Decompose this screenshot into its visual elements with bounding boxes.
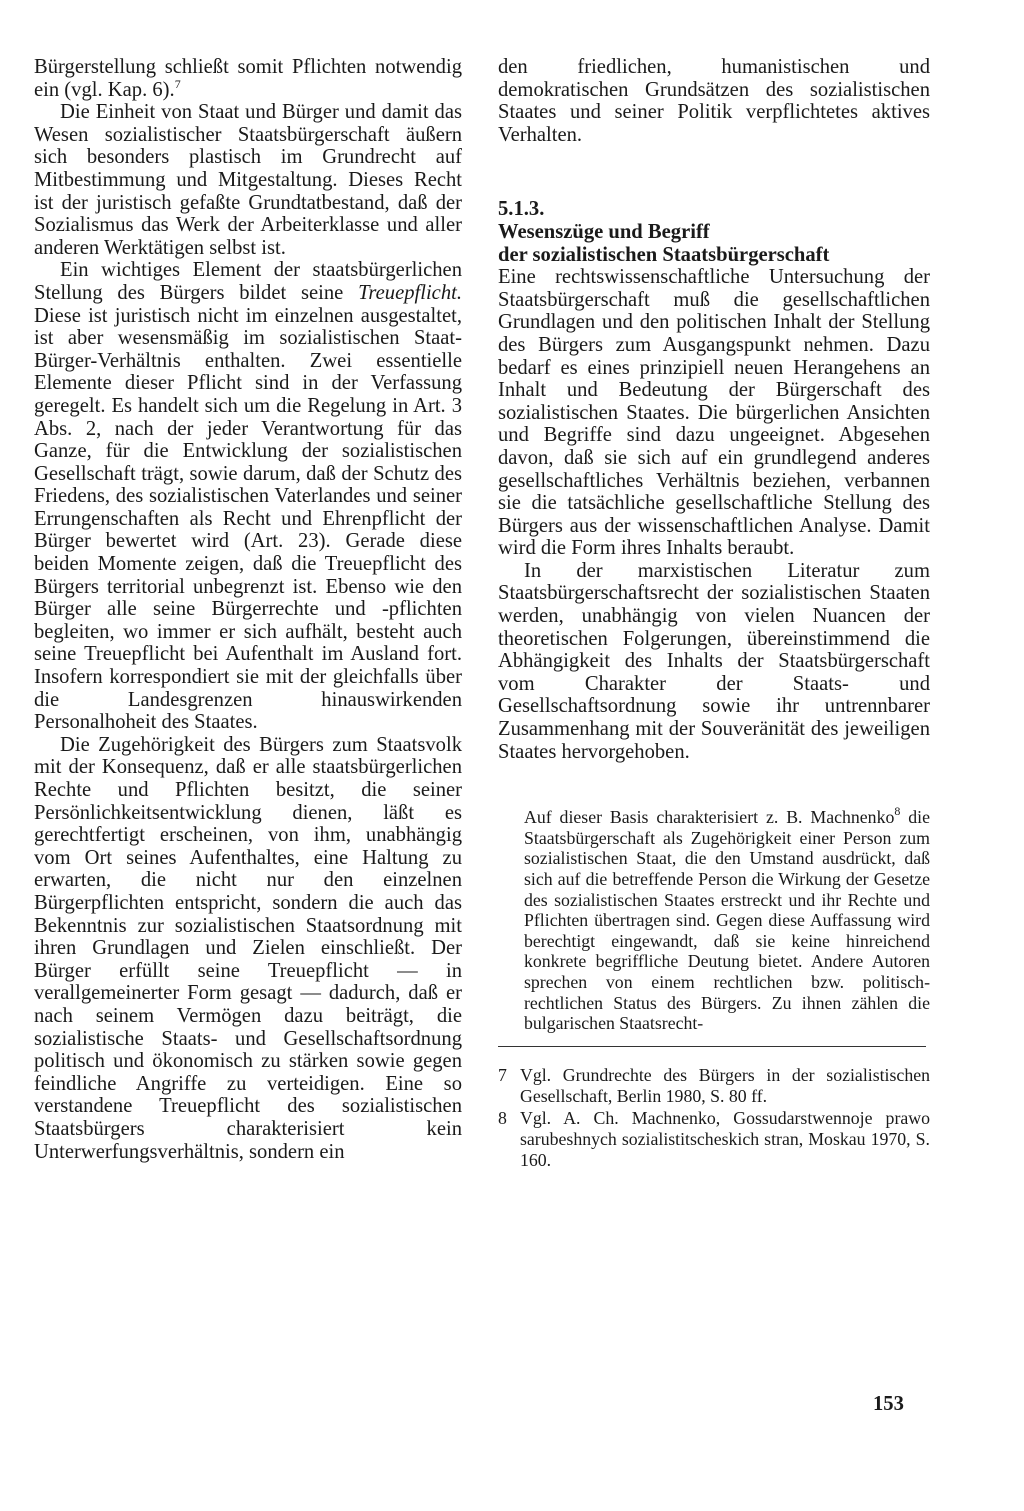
footnote-text: Vgl. A. Ch. Machnenko, Gossudarstwennoje prawo sarubeshnych sozialistitscheskich stran, Moskau 1970, S. 160. — [520, 1108, 930, 1170]
footnote-8 — [498, 1108, 930, 1170]
paragraph-continuation-right: den friedlichen, humanistischen und demokratischen Grundsätzen des sozialistischen Staates und seiner Politik verpflichtetes aktives Verhalten. — [498, 56, 930, 146]
footnotes — [498, 1065, 930, 1171]
emphasis-treuepflicht: Treuepflicht. — [358, 281, 462, 304]
right-column — [498, 56, 930, 1173]
section-heading — [498, 198, 930, 266]
section-title-line2: der sozialistischen Staatsbürgerschaft — [498, 243, 830, 266]
footnote-text: Vgl. Grundrechte des Bürgers in der sozialistischen Gesellschaft, Berlin 1980, S. 80 ff. — [520, 1064, 930, 1106]
footnote-ref-7: 7 — [174, 76, 181, 91]
footnote-7 — [498, 1065, 930, 1107]
indented-excerpt — [498, 804, 930, 1034]
paragraph-continuation: Bürgerstellung schließt somit Pflichten notwendig ein (vgl. Kap. 6).$^7$ — [34, 56, 462, 101]
section-number: 5.1.3. — [498, 198, 545, 221]
footnote-ref-8: 8 — [894, 804, 901, 819]
paragraph-untersuchung: Eine rechtswissenschaftliche Untersuchung der Staatsbürgerschaft muß die gesellschaftlichen Grundlagen und den politischen Inhalt der Stellung des Bürgers zum Ausgangspunkt nehmen. Dazu bedarf es eines prinzipiell neuen Herangehens an Inhalt und Bedeutung der Bürgerschaft des sozialistischen Staates. Die bürgerlichen Ansichten und Begriffe sind dazu ungeeignet. Abgesehen davon, daß sie sich auf ein grundlegend anderes gesellschaftliches Verhältnis beziehen, verbannen sie die tatsächliche gesellschaftliche Stellung des Bürgers aus der wissenschaftlichen Analyse. Damit wird die Form ihres Inhalts beraubt. — [498, 266, 930, 560]
left-column — [34, 56, 462, 1163]
page-number: 153 — [873, 1393, 904, 1415]
excerpt-text: Auf dieser Basis charakterisiert z. B. Machnenko$^8$ die Staatsbürgerschaft als Zugehörigkeit einer Person zum sozialistischen Staat, die den Umstand ausdrückt, daß sich auf die betreffende Person die Wirkung der Gesetze des sozialistischen Staates erstreckt und ihr Rechte und Pflichten übertragen sind. Gegen diese Auffassung wird berechtigt eingewandt, daß sie keine hinreichend konkrete begriffliche Deutung bietet. Andere Autoren sprechen von einem rechtlichen bzw. politisch-rechtlichen Status des Bürgers. Zu ihnen zählen die bulgarischen Staatsrecht- — [524, 804, 930, 1034]
section-title-line1: Wesenszüge und Begriff — [498, 220, 710, 243]
paragraph-marxistische-literatur: In der marxistischen Literatur zum Staatsbürgerschaftsrecht der sozialistischen Staaten werden, unabhängig von vielen Nuancen der theoretischen Folgerungen, übereinstimmend die Abhängigkeit des Inhalts der Staatsbürgerschaft vom Charakter der Staats- und Gesellschaftsordnung sowie ihr untrennbarer Zusammenhang mit der Souveränität des jeweiligen Staates hervorgehoben. — [498, 559, 930, 763]
footnote-number: 7 — [498, 1064, 507, 1085]
footnote-divider — [498, 1046, 926, 1047]
paragraph-zugehoerigkeit: Die Zugehörigkeit des Bürgers zum Staatsvolk mit der Konsequenz, daß er alle staatsbürgerlichen Rechte und Pflichten besitzt, die seiner Persönlichkeitsentwicklung dienen, läßt es gerechtfertigt erscheinen, von ihm, unabhängig vom Ort seines Aufenthaltes, eine Haltung zu erwarten, die nicht nur den einzelnen Bürgerpflichten entspricht, sondern die auch das Bekenntnis zur sozialistischen Staatsordnung mit ihren Grundlagen und Zielen einschließt. Der Bürger erfüllt seine Treuepflicht — in verallgemeinerter Form gesagt — dadurch, daß er nach seinem Vermögen dazu beiträgt, die sozialistische Staats- und Gesellschaftsordnung politisch und ökonomisch zu stärken sowie gegen feindliche Angriffe zu verteidigen. Eine so verstandene Treuepflicht des sozialistischen Staatsbürgers charakterisiert kein Unterwerfungsverhältnis, sondern ein — [34, 733, 462, 1163]
paragraph-mitbestimmung: Die Einheit von Staat und Bürger und damit das Wesen sozialistischer Staatsbürgerschaft äußern sich besonders plastisch im Grundrecht auf Mitbestimmung und Mitgestaltung. Dieses Recht ist der juristisch gefaßte Grundtatbestand, daß der Sozialismus das Werk der Arbeiterklasse und aller anderen Werktätigen selbst ist. — [34, 101, 462, 259]
paragraph-treuepflicht: Ein wichtiges Element der staatsbürgerlichen Stellung des Bürgers bildet seine Treuepflicht. Diese ist juristisch nicht im einzelnen ausgestaltet, ist aber wesensmäßig im sozialistischen Staat-Bürger-Verhältnis enthalten. Zwei essentielle Elemente dieser Pflicht sind in der Verfassung geregelt. Es handelt sich um die Regelung in Art. 3 Abs. 2, nach der jeder Verantwortung für das Ganze, für die Entwicklung der sozialistischen Gesellschaft trägt, sowie darum, daß der Schutz des Friedens, des sozialistischen Vaterlandes und seiner Errungenschaften als Recht und Ehrenpflicht der Bürger bewertet wird (Art. 23). Gerade diese beiden Momente zeigen, daß die Treuepflicht des Bürgers territorial unbegrenzt ist. Ebenso wie den Bürger alle seine Bürgerrechte und -pflichten begleiten, wo immer er sich aufhält, besteht auch seine Treuepflicht bei Aufenthalt im Ausland fort. Insofern korrespondiert sie mit der gleichfalls über die Landesgrenzen hinauswirkenden Personalhoheit des Staates. — [34, 259, 462, 734]
footnote-number: 8 — [498, 1108, 507, 1129]
